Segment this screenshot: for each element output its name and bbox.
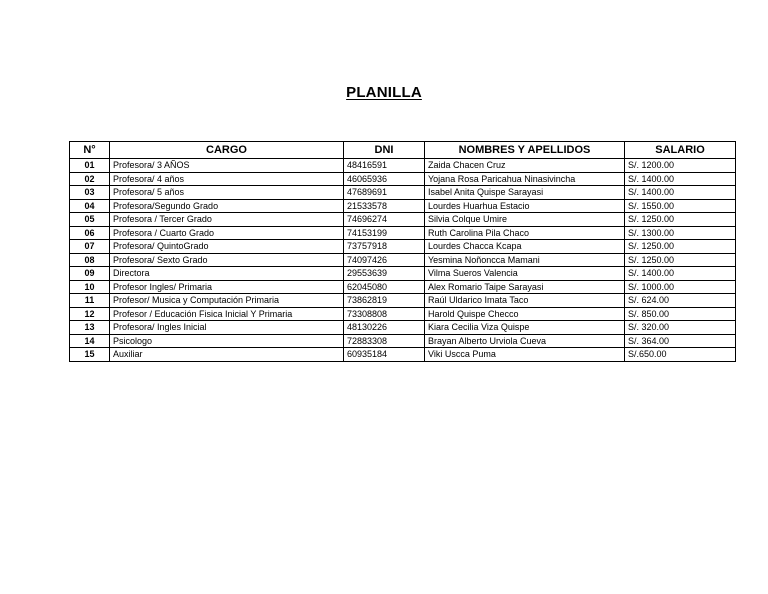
cell-salario: S/. 1550.00 [625, 199, 736, 213]
cell-cargo: Profesora/Segundo Grado [110, 199, 344, 213]
cell-dni: 73308808 [344, 307, 425, 321]
cell-cargo: Profesora/ Ingles Inicial [110, 321, 344, 335]
cell-salario: S/. 364.00 [625, 334, 736, 348]
cell-num: 01 [70, 159, 110, 173]
cell-salario: S/. 1400.00 [625, 172, 736, 186]
header-cargo: CARGO [110, 142, 344, 159]
header-nombres: NOMBRES Y APELLIDOS [425, 142, 625, 159]
cell-nombre: Raúl Uldarico Imata Taco [425, 294, 625, 308]
table-row [70, 226, 736, 240]
cell-dni: 21533578 [344, 199, 425, 213]
cell-num: 05 [70, 213, 110, 227]
table-row [70, 199, 736, 213]
header-num: N° [70, 142, 110, 159]
cell-cargo: Profesora/ 3 AÑOS [110, 159, 344, 173]
cell-num: 14 [70, 334, 110, 348]
table-row [70, 213, 736, 227]
cell-dni: 74153199 [344, 226, 425, 240]
cell-nombre: Zaida Chacen Cruz [425, 159, 625, 173]
header-dni: DNI [344, 142, 425, 159]
cell-nombre: Silvia Colque Umire [425, 213, 625, 227]
table-row [70, 172, 736, 186]
cell-num: 15 [70, 348, 110, 362]
cell-cargo: Profesor Ingles/ Primaria [110, 280, 344, 294]
cell-dni: 74696274 [344, 213, 425, 227]
cell-nombre: Lourdes Chacca Kcapa [425, 240, 625, 254]
table-row [70, 253, 736, 267]
cell-cargo: Psicologo [110, 334, 344, 348]
table-row [70, 321, 736, 335]
table-row [70, 186, 736, 200]
cell-cargo: Profesora/ 5 años [110, 186, 344, 200]
page-title: PLANILLA [346, 84, 422, 101]
cell-num: 12 [70, 307, 110, 321]
cell-salario: S/. 1400.00 [625, 267, 736, 281]
cell-salario: S/. 320.00 [625, 321, 736, 335]
cell-dni: 47689691 [344, 186, 425, 200]
cell-salario: S/. 1300.00 [625, 226, 736, 240]
cell-salario: S/. 1400.00 [625, 186, 736, 200]
cell-salario: S/. 1250.00 [625, 213, 736, 227]
table-row [70, 307, 736, 321]
cell-cargo: Profesor / Educación Fisica Inicial Y Primaria [110, 307, 344, 321]
table-header-row [70, 142, 736, 159]
cell-dni: 73862819 [344, 294, 425, 308]
table-row [70, 348, 736, 362]
cell-num: 04 [70, 199, 110, 213]
cell-num: 11 [70, 294, 110, 308]
header-salario: SALARIO [625, 142, 736, 159]
cell-num: 13 [70, 321, 110, 335]
cell-dni: 73757918 [344, 240, 425, 254]
cell-num: 07 [70, 240, 110, 254]
cell-nombre: Brayan Alberto Urviola Cueva [425, 334, 625, 348]
cell-salario: S/. 1250.00 [625, 240, 736, 254]
cell-dni: 60935184 [344, 348, 425, 362]
cell-num: 08 [70, 253, 110, 267]
cell-cargo: Profesora/ QuintoGrado [110, 240, 344, 254]
cell-num: 02 [70, 172, 110, 186]
cell-salario: S/.650.00 [625, 348, 736, 362]
cell-cargo: Profesora/ 4 años [110, 172, 344, 186]
cell-num: 10 [70, 280, 110, 294]
cell-nombre: Alex Romario Taipe Sarayasi [425, 280, 625, 294]
cell-dni: 48130226 [344, 321, 425, 335]
cell-cargo: Profesora/ Sexto Grado [110, 253, 344, 267]
table-body [70, 159, 736, 362]
cell-salario: S/. 1200.00 [625, 159, 736, 173]
cell-dni: 62045080 [344, 280, 425, 294]
table-row [70, 294, 736, 308]
table-row [70, 334, 736, 348]
cell-dni: 74097426 [344, 253, 425, 267]
cell-nombre: Harold Quispe Checco [425, 307, 625, 321]
cell-nombre: Yojana Rosa Paricahua Ninasivincha [425, 172, 625, 186]
cell-nombre: Isabel Anita Quispe Sarayasi [425, 186, 625, 200]
cell-dni: 46065936 [344, 172, 425, 186]
table-row [70, 267, 736, 281]
cell-salario: S/. 1000.00 [625, 280, 736, 294]
cell-nombre: Yesmina Noñoncca Mamani [425, 253, 625, 267]
planilla-table [69, 141, 736, 362]
table-row [70, 240, 736, 254]
cell-dni: 29553639 [344, 267, 425, 281]
cell-num: 06 [70, 226, 110, 240]
cell-salario: S/. 1250.00 [625, 253, 736, 267]
cell-cargo: Profesora / Cuarto Grado [110, 226, 344, 240]
cell-salario: S/. 850.00 [625, 307, 736, 321]
cell-cargo: Directora [110, 267, 344, 281]
cell-dni: 48416591 [344, 159, 425, 173]
cell-nombre: Ruth Carolina Pila Chaco [425, 226, 625, 240]
cell-cargo: Profesor/ Musica y Computación Primaria [110, 294, 344, 308]
table-row [70, 280, 736, 294]
cell-cargo: Auxiliar [110, 348, 344, 362]
cell-nombre: Kiara Cecilia Viza Quispe [425, 321, 625, 335]
cell-dni: 72883308 [344, 334, 425, 348]
table-row [70, 159, 736, 173]
cell-nombre: Vilma Sueros Valencia [425, 267, 625, 281]
cell-nombre: Lourdes Huarhua Estacio [425, 199, 625, 213]
cell-nombre: Viki Uscca Puma [425, 348, 625, 362]
cell-salario: S/. 624.00 [625, 294, 736, 308]
cell-num: 09 [70, 267, 110, 281]
cell-num: 03 [70, 186, 110, 200]
cell-cargo: Profesora / Tercer Grado [110, 213, 344, 227]
